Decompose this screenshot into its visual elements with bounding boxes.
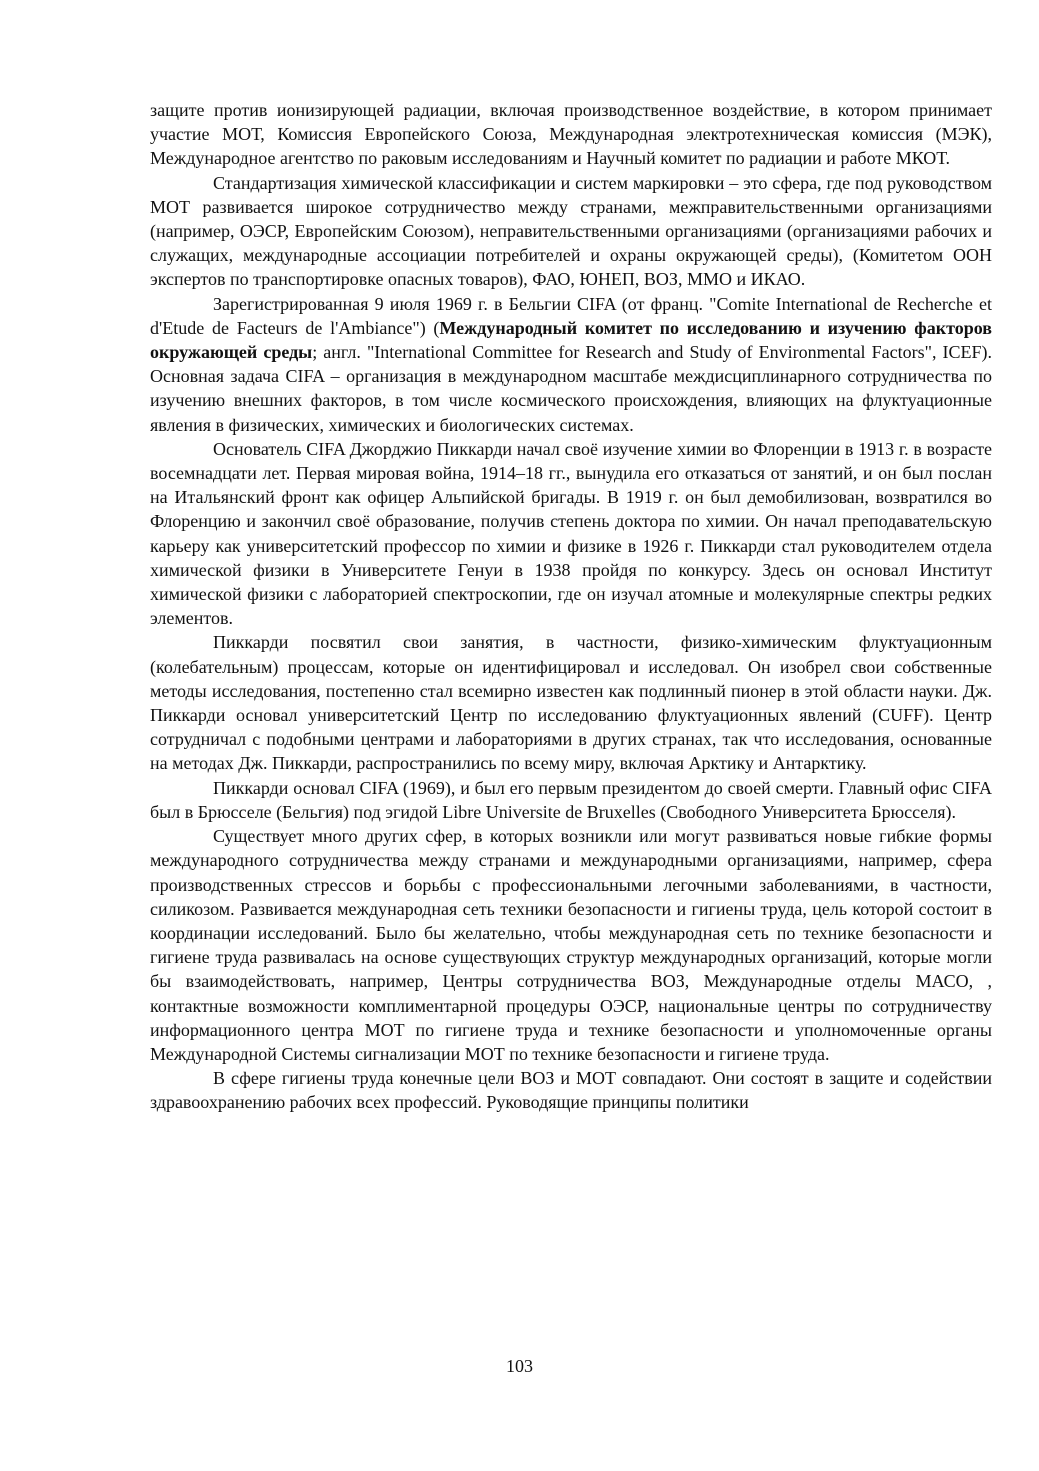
paragraph-7 — [150, 824, 992, 1066]
page-number: 103 — [506, 1356, 533, 1376]
paragraph-8 — [150, 1066, 992, 1114]
paragraph-6 — [150, 776, 992, 824]
paragraph-1 — [150, 98, 992, 171]
paragraph-text: защите против ионизирующей радиации, включая производственное воздействие, в котором принимает участие МОТ, Комиссия Европейского Союза, Международная электротехническая комиссия (МЭК), Международное агентство по раковым исследованиям и Научный комитет по радиации и работе МКОТ. — [150, 100, 992, 169]
paragraph-5 — [150, 630, 992, 775]
paragraph-4 — [150, 437, 992, 631]
bold-term: Международный комитет по исследованию и изучению факторов окружающей среды — [150, 317, 992, 363]
page-body — [150, 98, 992, 1115]
paragraph-text: ; англ. "International Committee for Research and Study of Environmental Factors", ICEF). Основная задача CIFA – организация в международном масштабе междисциплинарного сотрудничества по изучению внешних факторов, в том числе космического происхождения, влияющих на флуктуационные явления в физических, химических и биологических системах. — [150, 342, 993, 435]
paragraph-text: Стандартизация химической классификации и систем маркировки – это сфера, где под руководством МОТ развивается широкое сотрудничество между странами, межправительственными организациями (например, ОЭСР, Европейским Союзом), неправительственными организациями (организациями рабочих и служащих, международные ассоциации потребителей и охраны окружающей среды), (Комитетом ООН экспертов по транспортировке опасных товаров), ФАО, ЮНЕП, ВОЗ, ММО и ИКАО. — [150, 172, 992, 290]
paragraph-text: Существует много других сфер, в которых возникли или могут развиваться новые гибкие формы международного сотрудничества между странами и международными организациями, например, сфера производственных стрессов и борьбы с профессиональными легочными заболеваниями, в частности, силикозом. Развивается международная сеть техники безопасности и гигиены труда, цель которой состоит в координации исследований. Было бы желательно, чтобы международная сеть по технике безопасности и гигиене труда развивалась на основе существующих структур международных организаций, которые могли бы взаимодействовать, например, Центры сотрудничества ВОЗ, Международные отделы МАСО, , контактные возможности комплиментарной процедуры ОЭСР, национальные центры по сотрудничеству информационного центра МОТ по гигиене труда и технике безопасности и уполномоченные органы Международной Системы сигнализации МОТ по технике безопасности и гигиене труда. — [150, 826, 992, 1064]
paragraph-text: Пиккарди посвятил свои занятия, в частности, физико-химическим флуктуационным (колебательным) процессам, которые он идентифицировал и исследовал. Он изобрел свои собственные методы исследования, постепенно стал всемирно известен как подлинный пионер в этой области науки. Дж. Пиккарди основал университетский Центр по исследованию флуктуационных явлений (CUFF). Центр сотрудничал с подобными центрами и лабораториями в других странах, так что исследования, основанные на методах Дж. Пиккарди, распространились по всему миру, включая Арктику и Антарктику. — [150, 632, 992, 774]
paragraph-3 — [150, 292, 992, 437]
paragraph-2 — [150, 171, 992, 292]
paragraph-text: Зарегистрированная 9 июля 1969 г. в Бельгии CIFA (от франц. "Comite International de Recherche et d'Etude de Facteurs de l'Ambiance") ( — [150, 293, 992, 338]
paragraph-text: Основатель CIFA Джорджио Пиккарди начал своё изучение химии во Флоренции в 1913 г. в возрасте восемнадцати лет. Первая мировая война, 1914–18 гг., вынудила его отказаться от занятий, и он был послан на Итальянский фронт как офицер Альпийской бригады. В 1919 г. он был демобилизован, возвратился во Флоренцию и закончил своё образование, получив степень доктора по химии. Он начал преподавательскую карьеру как университетский профессор по химии и физике в 1926 г. Пиккарди стал руководителем отдела химической физики в Университете Генуи в 1938 пройдя по конкурсу. Здесь он основал Институт химической физики с лабораторией спектроскопии, где он изучал атомные и молекулярные спектры редких элементов. — [150, 438, 992, 629]
paragraph-text: В сфере гигиены труда конечные цели ВОЗ и МОТ совпадают. Они состоят в защите и содействии здравоохранению рабочих всех профессий. Руководящие принципы политики — [150, 1068, 992, 1113]
paragraph-text: Пиккарди основал CIFA (1969), и был его первым президентом до своей смерти. Главный офис CIFA был в Брюсселе (Бельгия) под эгидой Libre Universite de Bruxelles (Свободного Университета Брюсселя). — [150, 777, 992, 822]
